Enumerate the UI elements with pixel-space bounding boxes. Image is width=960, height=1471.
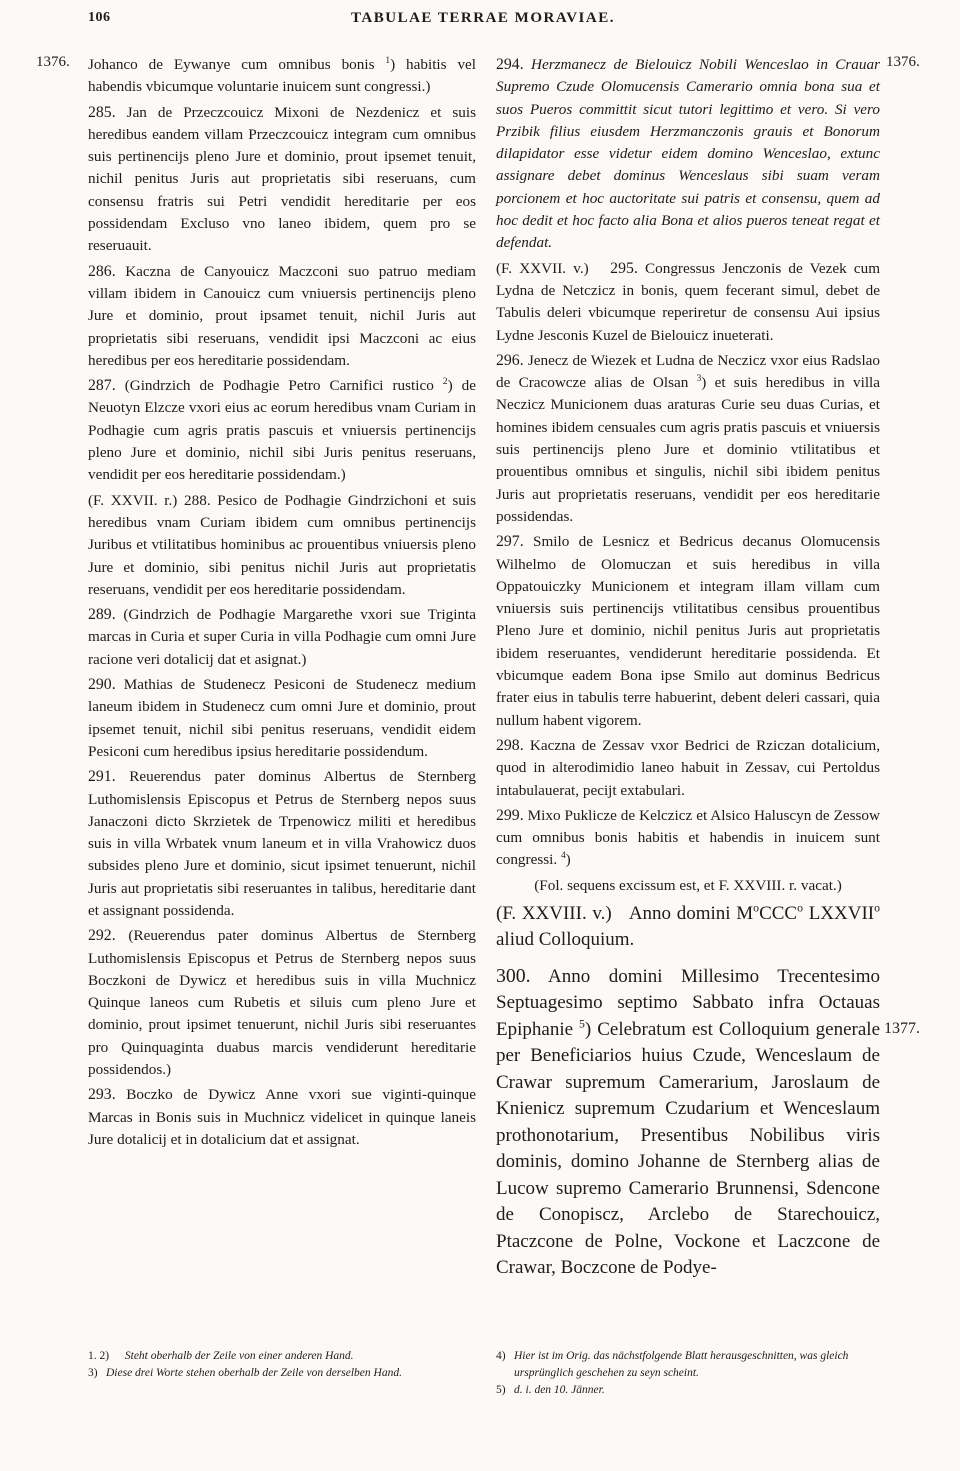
entry-296 (496, 350, 880, 528)
running-title: TABULAE TERRAE MORAVIAE. (351, 10, 615, 26)
entry-paragraph (88, 1084, 476, 1151)
entry-paragraph (88, 261, 476, 372)
entry-number: 285. (88, 103, 116, 121)
page-number: 106 (88, 10, 111, 25)
heading-text: Anno domini M (628, 902, 754, 924)
footnote-marker: 1 (385, 55, 391, 66)
entry-text-cont: ) Celebratum est Colloquium generale per Beneficiarios huius Czude, Wenceslaum de Crawar supremum Camerarium, Jaroslaum de Knienicz supremum Czudarium et Wenceslaum prothonotarium, Presentibus Nobilibus viris dominis, domino Johanne de Sternberg alias de Lucow supremo Camerario Brunnensi, Sdencone de Conopiscz, Arclebo de Starechouicz, Ptaczcone de Polne, Vockone et Laczcone de Crawar, Boczcone de Podye- (496, 1018, 881, 1279)
entry-text: Reuerendus pater dominus Albertus de Sternberg Luthomislensis Episcopus et Petrus de Sternberg nepos suus Janaczoni dicto Skrzietek de Trpenowicz militi et heredibus suis in villa Wrbatek vnum laneum et in villa Vrahowicz duos subsides pleno Jure et dominio, sicut ipsimet tenuerunt, nichil Juris aut proprietatis sibi reseruantes in talibus, hereditarie dant et assignant possidenda. (88, 768, 477, 919)
entry-number: 295. (610, 259, 638, 277)
entry-paragraph (88, 490, 476, 601)
entry-number: 290. (88, 676, 116, 694)
entry-text: Mathias de Studenecz Pesiconi de Studenecz medium laneum ibidem in Studenecz cum omni Jure et dominio, prout ipsemet tenuit, nichil sibi penitus reseruans, vendidit eidem Pesiconi cum heredibus ipsius hereditarie possidendum. (88, 676, 477, 760)
footnote-label: 3) (88, 1367, 98, 1379)
heading-sup: o (797, 901, 803, 915)
entry-paragraph (88, 674, 476, 763)
entry-300 (496, 963, 880, 1282)
entry-text: Anno domini Millesimo Trecentesimo Septuagesimo septimo Sabbato infra Octauas Epiphanie (496, 965, 880, 1040)
margin-year-right-top: 1376. (886, 54, 920, 70)
footnote-marker: 4 (560, 851, 566, 862)
folio-note: (Fol. sequens excissum est, et F. XXVIII. r. vacat.) (534, 876, 842, 894)
footnote-text: d. i. den 10. Jänner. (514, 1384, 605, 1396)
footnote-4 (496, 1348, 880, 1382)
heading-sup: o (874, 901, 881, 915)
entry-number: 296. (496, 351, 524, 369)
entry-text: Kaczna de Canyouicz Maczconi suo patruo mediam villam ibidem in Canouicz cum vniuersis pertinencijs pleno Jure et dominio, prout ipsamet tenuit, nichil Juris aut proprietatis sibi reseruans, vendidit ipsi Maczconi ac eius heredibus per eos hereditarie possidendam. (88, 262, 476, 369)
entry-number: 299. (496, 806, 524, 824)
heading-sup: o (753, 901, 760, 915)
footnote-label: 1. 2) (88, 1350, 110, 1362)
heading-text: LXXVII (808, 902, 875, 924)
entry-number: 287. (88, 377, 116, 395)
entry-text: Boczko de Dywicz Anne vxori sue viginti-quinque Marcas in Bonis suis in Muchnicz videlicet in quinque laneis Jure dotalicij et in dotalicium dat et assignat. (88, 1086, 476, 1148)
margin-year-left: 1376. (36, 54, 70, 70)
heading-text: aliud Colloquium. (496, 928, 635, 950)
entry-paragraph (88, 102, 476, 258)
footnote-3 (88, 1365, 476, 1382)
entry-text: Jan de Przeczcouicz Mixoni de Nezdenicz et suis heredibus eandem villam Przeczcouicz integram cum omnibus suis pertinencijs pleno Jure et dominio, prout ipsemet tenuit, nichil penitus Juris aut proprietatis sibi reseruans, cum consensu fratris sui Petri vendidit hereditarie per eos possidendam Exclusо vno laneo ibidem, quem pro se reseruauit. (88, 103, 476, 255)
heading-text: CCC (759, 902, 798, 924)
entry-text-cont: ) de Neuotyn Elzcze vxori eius ac eorum heredibus vnam Curiam in Podhagie cum agris pratis pascuis et vniuersis pertinencijs pleno Jure et dominio, nichil sibi Juris penitus reseruans, vendidit per eos hereditarie possidendam.) (88, 377, 476, 484)
footnote-marker: 3 (696, 374, 702, 385)
entry-text: (Gindrzich de Podhagie Margarethe vxori sue Triginta marcas in Curia et super Curia in villa Podhagie cum omni Jure racione veri dotalicij dat et asignat.) (88, 606, 476, 668)
entry-295 (496, 258, 880, 347)
footnote-label: 4) (496, 1350, 506, 1362)
entry-paragraph (88, 54, 476, 99)
entry-text: (Reuerendus pater dominus Albertus de Sternberg Luthomislensis Episcopus et Petrus de Sternberg nepos suus Boczkoni de Dywicz et heredibus suis in villa Muchnicz Quinque laneos cum Rubetis et siluis cum pleno Jure et dominio, prout ipsimet tenuerunt, nichil Juris sibi reseruantes pro Quinquaginta duabus marcis vendiderunt hereditarie possidendos.) (88, 927, 477, 1079)
entry-number: 291. (88, 768, 116, 786)
entry-number: 300. (496, 964, 531, 987)
entry-text: Mixo Puklicze de Kelczicz et Alsico Haluscyn de Zessow cum omnibus bonis habitis et habendis in inuicem sunt congressi. (496, 806, 880, 869)
entry-text-cont: ) (565, 851, 571, 869)
footnotes-left (88, 1348, 476, 1382)
entry-text: Jenecz de Wiezek et Ludna de Neczicz vxor eius Radslao de Cracowcze alias de Olsan (496, 351, 880, 392)
entry-text-cont: ) habitis vel habendis vbicumque voluntarie inuicem sunt congressi.) (88, 56, 476, 96)
entry-number: 297. (496, 533, 524, 551)
entry-paragraph (88, 925, 476, 1081)
entry-294 (496, 54, 880, 255)
colloquium-heading (496, 901, 880, 953)
entry-297 (496, 531, 880, 732)
entry-299 (496, 805, 880, 872)
footnote-marker: 5 (579, 1017, 585, 1031)
footnote-5 (496, 1382, 880, 1399)
entry-number: 294. (496, 56, 524, 73)
margin-year-right-bottom: 1377. (884, 1020, 920, 1037)
entry-text: Johanco de Eywanye cum omnibus bonis (88, 56, 386, 73)
entry-paragraph (88, 604, 476, 671)
page-header (88, 10, 878, 36)
left-column (88, 54, 476, 1154)
entry-paragraph (88, 375, 476, 486)
entry-text: Herzmanecz de Bielouicz Nobili Wenceslao in Crauar Supremo Czude Olomucensis Camerario omnia bona sua et suos Pueros committit sicut tutori legittimo et vero. Si vero Przibik filius eiusdem Herzmanczonis grauis et Bonorum dilapidator esse videtur eidem domino Wenceslao, extunc assignare debet dominus Wenceslaus sibi suam veram porcionem et hoc auctoritate sui patris et consensu, quem ad hoc dedit et hoc facto alia Bona et alios pueros teneat regat et defendat. (496, 56, 880, 252)
entry-298 (496, 735, 880, 802)
entry-text: Kaczna de Zessav vxor Bedrici de Rziczan dotalicium, quod in alterodimidio laneo habuit in Zessav, cui Pertoldus intabulauerat, pecijt extabulari. (496, 736, 881, 799)
entry-paragraph (88, 766, 476, 922)
folio-reference: (F. XXVII. v.) (496, 259, 589, 277)
entry-number: 289. (88, 606, 116, 624)
entry-text: (F. XXVII. r.) 288. Pesico de Podhagie Gindrzichoni et suis heredibus vnam Curiam ibidem cum omnibus pertinencijs Juribus et vtilitatibus hominibus ac prouentibus vniuersis pleno Jure et dominio, sibi penitus nichil Juris aut proprietatis reseruans, vendidit per eos hereditarie possidendam. (88, 491, 476, 598)
footnote-1-2 (88, 1348, 476, 1365)
entry-number: 298. (496, 736, 524, 754)
entry-number: 286. (88, 262, 116, 280)
entry-text: Smilo de Lesnicz et Bedricus decanus Olomucensis Wilhelmo de Olomuczan et suis heredibus in villa Oppatouiczky Municionem et integram illam villam cum vniuersis suis pertinencijs vtilitatibus censibus prouentibus Pleno Jure et dominio, nichil penitus Juris aut proprietatis ibidem reseruantes, vendiderunt hereditarie possidenda. Et vbicumque eadem Bona ipse Smilo aut dominus Bedricus frater eius in tabulis terre habuerint, debent deleri cassari, quia nullum habent vigorem. (496, 533, 880, 729)
footnote-marker: 2 (442, 377, 448, 388)
entry-text: Congressus Jenczonis de Vezek cum Lydna de Netczicz in bonis, quem fecerant simul, debet de Tabulis deleri vbicumque reperiretur de consensu Aui ipsius Lydne Jesconis Kuzel de Bielouicz inueterati. (496, 259, 881, 344)
footnote-text: Steht oberhalb der Zeile von einer anderen Hand. (124, 1350, 354, 1362)
footnote-text: Diese drei Worte stehen oberhalb der Zeile von derselben Hand. (106, 1367, 402, 1379)
entry-text-cont: ) et suis heredibus in villa Neczicz Municionem duas araturas Curie seu duas Curias, et homines ibidem censuales cum agris pratis pascuis et vniuersis suis pertinencijs pleno Jure et dominio vtilitatibus et prouentibus omnibus et singulis, nichil sibi ibidem penitus Juris aut proprietatis reseruans, vendidit per eos hereditarie possidendas. (496, 374, 880, 525)
footnotes-right (496, 1348, 880, 1399)
entry-text: (Gindrzich de Podhagie Petro Carnifici rustico (124, 377, 443, 395)
footnote-text: Hier ist im Orig. das nächstfolgende Blatt herausgeschnitten, was gleich ursprünglich geschehen zu seyn scheint. (514, 1350, 849, 1379)
folio-reference: (F. XXVIII. v.) (496, 902, 612, 924)
right-column (496, 54, 880, 1288)
entry-number: 292. (88, 927, 116, 945)
entry-number: 293. (88, 1086, 116, 1104)
footnote-label: 5) (496, 1384, 506, 1396)
